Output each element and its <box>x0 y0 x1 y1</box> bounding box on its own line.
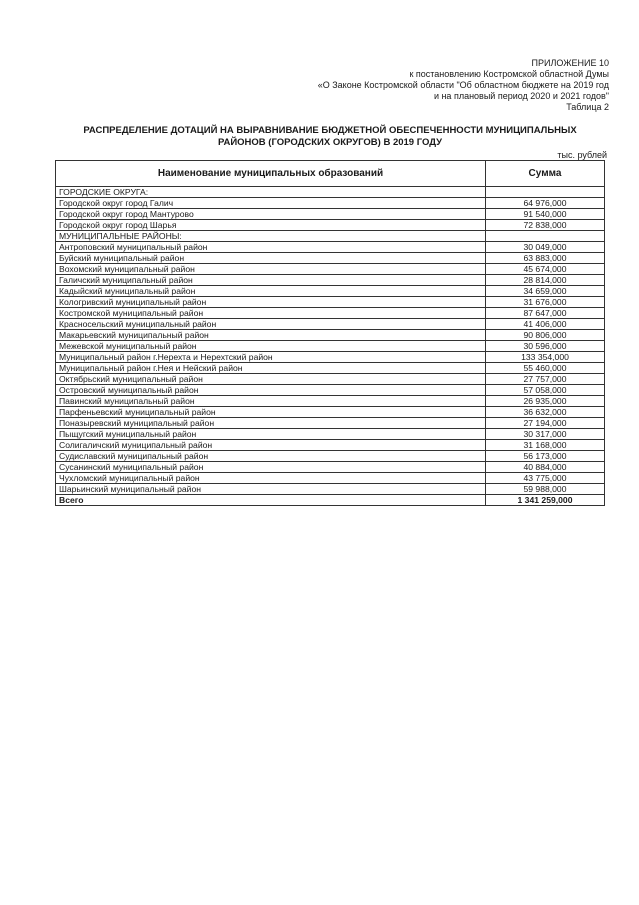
table-row <box>56 440 605 451</box>
amount-cell: 87 647,000 <box>486 308 605 319</box>
municipality-name: Буйский муниципальный район <box>56 253 486 264</box>
table-row <box>56 330 605 341</box>
table-row <box>56 473 605 484</box>
table-body <box>56 187 605 506</box>
table-row <box>56 396 605 407</box>
amount-cell: 28 814,000 <box>486 275 605 286</box>
table-row <box>56 418 605 429</box>
title-line-1: РАСПРЕДЕЛЕНИЕ ДОТАЦИЙ НА ВЫРАВНИВАНИЕ БЮДЖЕТНОЙ ОБЕСПЕЧЕННОСТИ МУНИЦИПАЛЬНЫХ <box>83 125 577 136</box>
amount-cell: 43 775,000 <box>486 473 605 484</box>
units-label: тыс. рублей <box>557 150 607 160</box>
municipality-name: Пыщугский муниципальный район <box>56 429 486 440</box>
amount-cell: 34 659,000 <box>486 286 605 297</box>
amount-cell: 63 883,000 <box>486 253 605 264</box>
amount-cell: 36 632,000 <box>486 407 605 418</box>
section-row <box>56 187 605 198</box>
title-line-2: РАЙОНОВ (ГОРОДСКИХ ОКРУГОВ) В 2019 ГОДУ <box>217 137 443 148</box>
section-row <box>56 231 605 242</box>
table-row <box>56 297 605 308</box>
municipality-name: Поназыревский муниципальный район <box>56 418 486 429</box>
municipality-name: Галичский муниципальный район <box>56 275 486 286</box>
municipality-name: Судиславский муниципальный район <box>56 451 486 462</box>
municipality-name: Муниципальный район г.Нерехта и Нерехтский район <box>56 352 486 363</box>
appendix-header <box>318 58 609 113</box>
amount-cell: 31 168,000 <box>486 440 605 451</box>
appendix-law-line: «О Законе Костромской области "Об областном бюджете на 2019 год <box>317 80 609 90</box>
table-row <box>56 484 605 495</box>
municipality-name: Сусанинский муниципальный район <box>56 462 486 473</box>
municipality-name: Городской округ город Мантурово <box>56 209 486 220</box>
amount-cell: 90 806,000 <box>486 330 605 341</box>
amount-cell: 64 976,000 <box>486 198 605 209</box>
amount-cell: 26 935,000 <box>486 396 605 407</box>
amount-cell: 45 674,000 <box>486 264 605 275</box>
amount-cell: 41 406,000 <box>486 319 605 330</box>
table-row <box>56 341 605 352</box>
amount-cell: 40 884,000 <box>486 462 605 473</box>
amount-cell: 27 757,000 <box>486 374 605 385</box>
table-row <box>56 198 605 209</box>
table-row <box>56 275 605 286</box>
total-label: Всего <box>56 495 486 506</box>
table-row <box>56 253 605 264</box>
municipality-name: Макарьевский муниципальный район <box>56 330 486 341</box>
municipality-name: Островский муниципальный район <box>56 385 486 396</box>
amount-cell: 30 049,000 <box>486 242 605 253</box>
column-header-name: Наименование муниципальных образований <box>56 161 486 187</box>
table-header-row <box>56 161 605 187</box>
amount-cell: 59 988,000 <box>486 484 605 495</box>
table-row <box>56 462 605 473</box>
amount-cell: 27 194,000 <box>486 418 605 429</box>
table-row <box>56 209 605 220</box>
municipality-name: Парфеньевский муниципальный район <box>56 407 486 418</box>
amount-cell: 72 838,000 <box>486 220 605 231</box>
document-title <box>60 125 600 149</box>
amount-cell: 56 173,000 <box>486 451 605 462</box>
table-row <box>56 429 605 440</box>
appendix-number: ПРИЛОЖЕНИЕ 10 <box>531 58 609 68</box>
appendix-ref-line: к постановлению Костромской областной Думы <box>409 69 609 79</box>
amount-cell: 30 596,000 <box>486 341 605 352</box>
total-amount: 1 341 259,000 <box>486 495 605 506</box>
table-row <box>56 264 605 275</box>
municipality-name: Кадыйский муниципальный район <box>56 286 486 297</box>
municipality-name: Антроповский муниципальный район <box>56 242 486 253</box>
municipality-name: Муниципальный район г.Нея и Нейский район <box>56 363 486 374</box>
municipality-name: ГОРОДСКИЕ ОКРУГА: <box>56 187 486 198</box>
municipality-name: Кологривский муниципальный район <box>56 297 486 308</box>
table-row <box>56 385 605 396</box>
municipality-name: Межевской муниципальный район <box>56 341 486 352</box>
appendix-period-line: и на плановый период 2020 и 2021 годов" <box>433 91 609 101</box>
column-header-amount: Сумма <box>486 161 605 187</box>
amount-cell: 31 676,000 <box>486 297 605 308</box>
table-row <box>56 286 605 297</box>
amount-cell <box>486 231 605 242</box>
table-row <box>56 352 605 363</box>
amount-cell <box>486 187 605 198</box>
table-row <box>56 407 605 418</box>
table-number: Таблица 2 <box>566 102 609 112</box>
municipality-name: Октябрьский муниципальный район <box>56 374 486 385</box>
amount-cell: 55 460,000 <box>486 363 605 374</box>
distribution-table <box>55 160 605 506</box>
table-row <box>56 308 605 319</box>
municipality-name: Павинский муниципальный район <box>56 396 486 407</box>
municipality-name: Городской округ город Шарья <box>56 220 486 231</box>
municipality-name: Чухломский муниципальный район <box>56 473 486 484</box>
amount-cell: 57 058,000 <box>486 385 605 396</box>
municipality-name: Красносельский муниципальный район <box>56 319 486 330</box>
amount-cell: 91 540,000 <box>486 209 605 220</box>
table-row <box>56 363 605 374</box>
municipality-name: Городской округ город Галич <box>56 198 486 209</box>
municipality-name: Костромской муниципальный район <box>56 308 486 319</box>
table-row <box>56 242 605 253</box>
municipality-name: Солигаличский муниципальный район <box>56 440 486 451</box>
table-row <box>56 319 605 330</box>
amount-cell: 30 317,000 <box>486 429 605 440</box>
table-row <box>56 374 605 385</box>
table-row <box>56 451 605 462</box>
total-row <box>56 495 605 506</box>
municipality-name: Шарьинский муниципальный район <box>56 484 486 495</box>
table-row <box>56 220 605 231</box>
amount-cell: 133 354,000 <box>486 352 605 363</box>
municipality-name: Вохомский муниципальный район <box>56 264 486 275</box>
municipality-name: МУНИЦИПАЛЬНЫЕ РАЙОНЫ: <box>56 231 486 242</box>
